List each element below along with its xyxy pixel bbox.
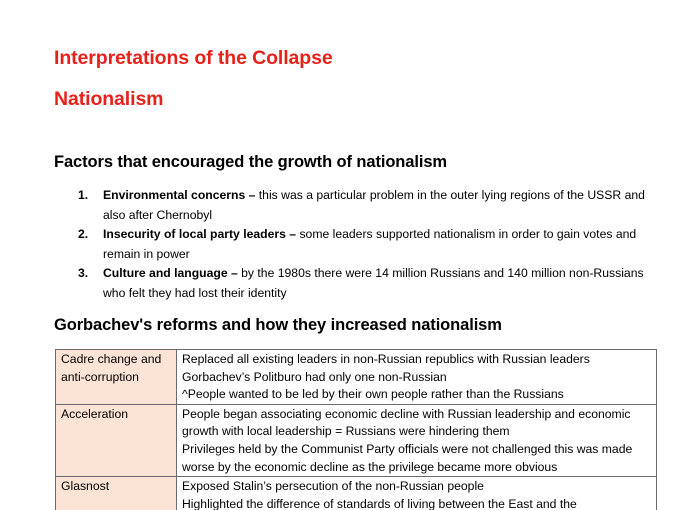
factor-text: by the 1980s there were 14 million Russians and 140 million non-Russians who felt they had lost their identity — [103, 266, 644, 300]
factor-lead: Insecurity of local party leaders – — [103, 227, 297, 241]
effect-line: Replaced all existing leaders in non-Russian republics with Russian leaders — [182, 352, 590, 366]
reform-effects-cell — [177, 350, 657, 405]
effect-line: Gorbachev’s Politburo had only one non-Russian — [182, 369, 447, 384]
factor-item — [78, 264, 658, 303]
factor-number: 3. — [78, 266, 89, 280]
reform-name-cell: Cadre change and anti-corruption — [56, 350, 177, 405]
reforms-table — [55, 349, 657, 510]
factor-item — [78, 225, 658, 264]
reform-name-cell: Glasnost — [56, 477, 177, 510]
factors-heading: Factors that encouraged the growth of nationalism — [54, 153, 447, 171]
factor-number: 1. — [78, 188, 89, 202]
effect-line: ^People wanted to be led by their own people rather than the Russians — [182, 387, 564, 402]
factor-lead: Environmental concerns – — [103, 188, 256, 202]
reforms-heading: Gorbachev's reforms and how they increased nationalism — [54, 316, 502, 334]
reform-effects-cell — [177, 477, 657, 510]
effect-line: People began associating economic decline with Russian leadership and economic growth with local leadership = Russians were hindering them — [182, 406, 631, 439]
reform-name-cell: Acceleration — [56, 404, 177, 476]
table-row — [56, 350, 657, 405]
effect-line: Exposed Stalin’s persecution of the non-Russian people — [182, 479, 484, 494]
factor-text: this was a particular problem in the outer lying regions of the USSR and also after Chernobyl — [103, 188, 645, 222]
factor-text: some leaders supported nationalism in order to gain votes and remain in power — [103, 227, 637, 261]
reform-effects-cell — [177, 404, 657, 476]
table-row — [56, 404, 657, 476]
effect-line: Privileges held by the Communist Party officials were not challenged this was made worse by the economic decline as the privilege became more obvious — [182, 441, 633, 474]
factor-item — [78, 186, 658, 225]
document-subtitle: Nationalism — [54, 88, 164, 110]
factor-lead: Culture and language – — [103, 266, 238, 280]
document-title: Interpretations of the Collapse — [54, 47, 333, 69]
factor-number: 2. — [78, 227, 89, 241]
table-row — [56, 477, 657, 510]
effect-line: Highlighted the difference of standards of living between the East and the — [182, 496, 577, 510]
factors-list — [78, 186, 658, 303]
